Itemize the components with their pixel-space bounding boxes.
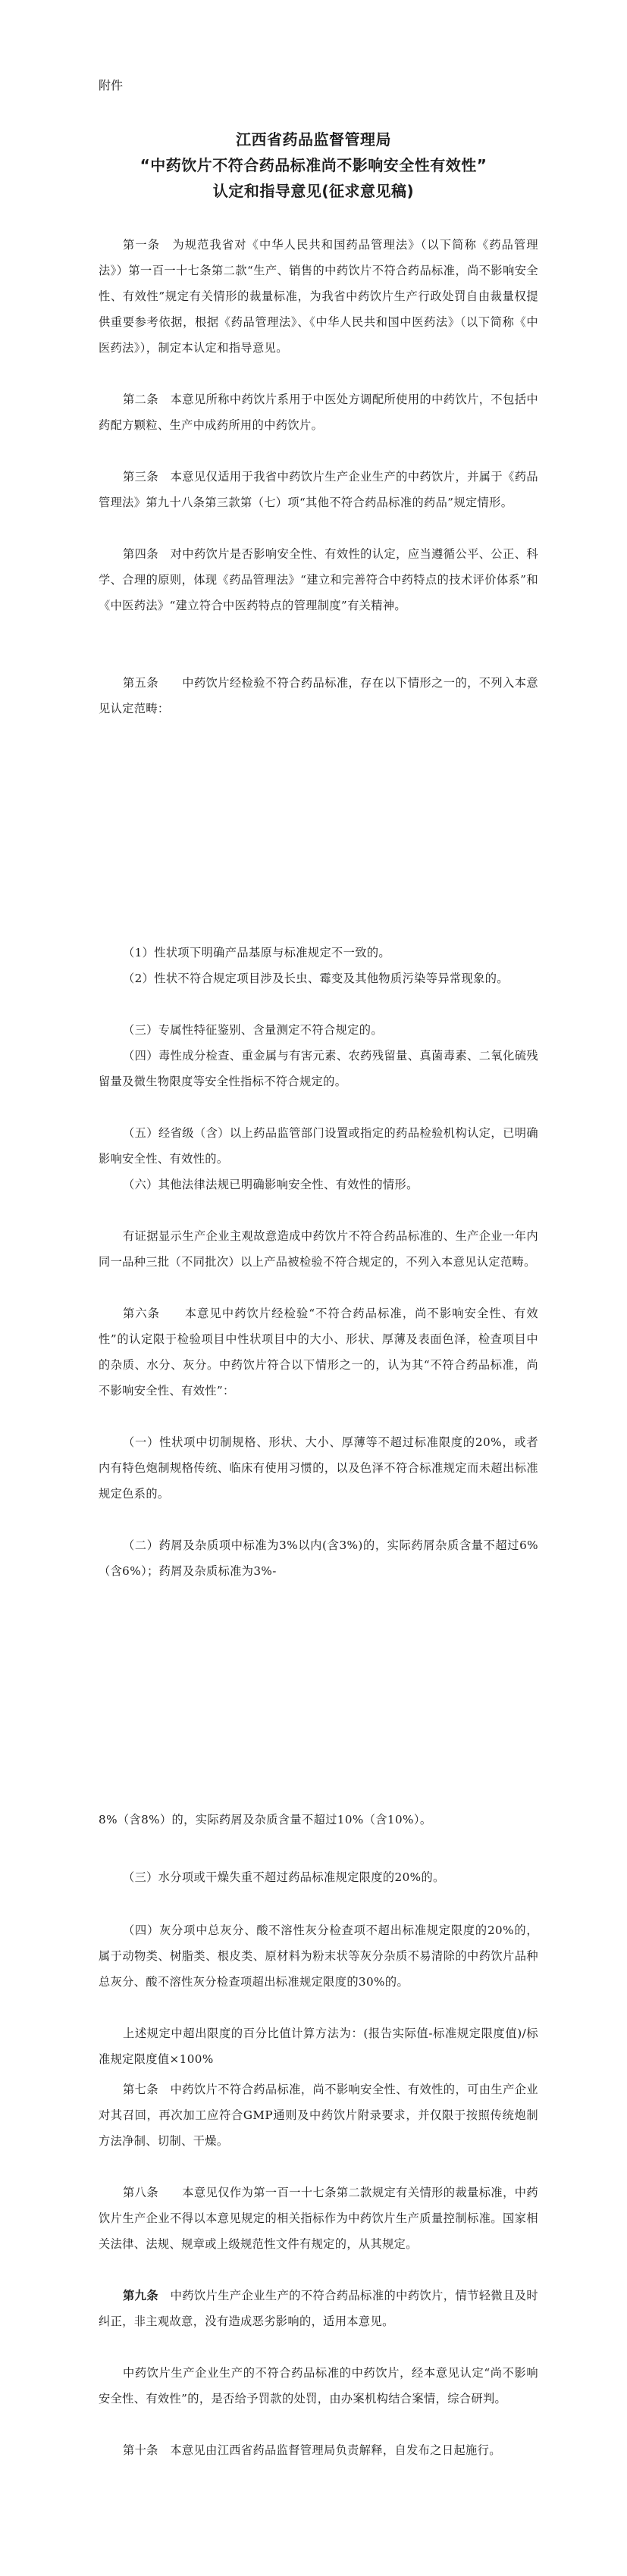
article-5: 第五条 中药饮片经检验不符合药品标准，存在以下情形之一的，不列入本意见认定范畴： xyxy=(99,676,538,715)
article-2: 第二条 本意见所称中药饮片系用于中医处方调配所使用的中药饮片，不包括中药配方颗粒、生产中成药所用的中药饮片。 xyxy=(99,393,538,432)
article-5-item-5: （五）经省级（含）以上药品监管部门设置或指定的药品检验机构认定，已明确影响安全性、有效性的。 xyxy=(99,1126,538,1166)
article-5-item-3: （三）专属性特征鉴别、含量测定不符合规定的。 xyxy=(123,1023,383,1037)
article-7: 第七条 中药饮片不符合药品标准，尚不影响安全性、有效性的，可由生产企业对其召回，再次加工应符合GMP通则及中药饮片附录要求，并仅限于按照传统炮制方法净制、切制、干燥。 xyxy=(99,2083,538,2148)
calculation-method: 上述规定中超出限度的百分比值计算方法为：(报告实际值-标准规定限度值)/标准规定限度值×100% xyxy=(99,2027,538,2066)
article-6-item-4: （四）灰分项中总灰分、酸不溶性灰分检查项不超出标准规定限度的20%的，属于动物类、树脂类、根皮类、原材料为粉末状等灰分杂质不易清除的中药饮片品种总灰分、酸不溶性灰分检查项超出标准规定限度的30%的。 xyxy=(99,1923,538,1989)
article-5-exclusion: 有证据显示生产企业主观故意造成中药饮片不符合药品标准的、生产企业一年内同一品种三批（不同批次）以上产品被检验不符合规定的，不列入本意见认定范畴。 xyxy=(99,1229,538,1269)
article-9-body: 中药饮片生产企业生产的不符合药品标准的中药饮片，情节轻微且及时纠正，非主观故意，没有造成恶劣影响的，适用本意见。 xyxy=(99,2289,538,2328)
article-9-heading: 第九条 xyxy=(123,2289,158,2302)
article-5-item-1: （1）性状项下明确产品基原与标准规定不一致的。 xyxy=(123,946,390,959)
article-4: 第四条 对中药饮片是否影响安全性、有效性的认定，应当遵循公平、公正、科学、合理的原则，体现《药品管理法》“建立和完善符合中药特点的技术评价体系”和《中医药法》“建立符合中医药特点的管理制度”有关精神。 xyxy=(99,547,538,612)
article-6-item-2-continued: 8%（含8%）的，实际药屑及杂质含量不超过10%（含10%）。 xyxy=(99,1813,432,1826)
article-5-item-6: （六）其他法律法规已明确影响安全性、有效性的情形。 xyxy=(123,1178,419,1191)
title-line-1: 江西省药品监督管理局 xyxy=(236,130,391,149)
title-line-3: 认定和指导意见(征求意见稿) xyxy=(212,182,415,200)
article-9-supplement: 中药饮片生产企业生产的不符合药品标准的中药饮片，经本意见认定“尚不影响安全性、有效性”的，是否给予罚款的处罚，由办案机构结合案情，综合研判。 xyxy=(99,2366,538,2405)
attachment-label: 附件 xyxy=(99,78,124,92)
article-6-item-2: （二）药屑及杂质项中标准为3%以内(含3%)的，实际药屑杂质含量不超过6%（含6%）；药屑及杂质标准为3%- xyxy=(99,1538,538,1578)
article-6: 第六条 本意见中药饮片经检验“不符合药品标准，尚不影响安全性、有效性”的认定限于检验项目中性状项目中的大小、形状、厚薄及表面色泽，检查项目中的杂质、水分、灰分。中药饮片符合以下情形之一的，认为其“不符合药品标准，尚不影响安全性、有效性”： xyxy=(99,1307,538,1398)
article-9 xyxy=(99,2283,538,2334)
article-1: 第一条 为规范我省对《中华人民共和国药品管理法》（以下简称《药品管理法》）第一百一十七条第二款“生产、销售的中药饮片不符合药品标准，尚不影响安全性、有效性”规定有关情形的裁量标准，为我省中药饮片生产行政处罚自由裁量权提供重要参考依据，根据《药品管理法》、《中华人民共和国中医药法》（以下简称《中医药法》），制定本认定和指导意见。 xyxy=(99,238,538,355)
article-5-item-4: （四）毒性成分检查、重金属与有害元素、农药残留量、真菌毒素、二氧化硫残留量及微生物限度等安全性指标不符合规定的。 xyxy=(99,1049,538,1088)
article-6-item-1: （一）性状项中切制规格、形状、大小、厚薄等不超过标准限度的20%，或者内有特色炮制规格传统、临床有使用习惯的，以及色泽不符合标准规定而未超出标准规定色系的。 xyxy=(99,1435,538,1501)
article-5-item-2: （2）性状不符合规定项目涉及长虫、霉变及其他物质污染等异常现象的。 xyxy=(123,972,509,985)
article-6-item-3: （三）水分项或干燥失重不超过药品标准规定限度的20%的。 xyxy=(123,1870,445,1884)
title-line-2: “中药饮片不符合药品标准尚不影响安全性有效性” xyxy=(140,156,487,174)
article-8: 第八条 本意见仅作为第一百一十七条第二款规定有关情形的裁量标准，中药饮片生产企业不得以本意见规定的相关指标作为中药饮片生产质量控制标准。国家相关法律、法规、规章或上级规范性文件有规定的，从其规定。 xyxy=(99,2186,538,2251)
article-3: 第三条 本意见仅适用于我省中药饮片生产企业生产的中药饮片，并属于《药品管理法》第九十八条第三款第（七）项“其他不符合药品标准的药品”规定情形。 xyxy=(99,470,538,509)
article-10: 第十条 本意见由江西省药品监督管理局负责解释，自发布之日起施行。 xyxy=(123,2443,501,2457)
